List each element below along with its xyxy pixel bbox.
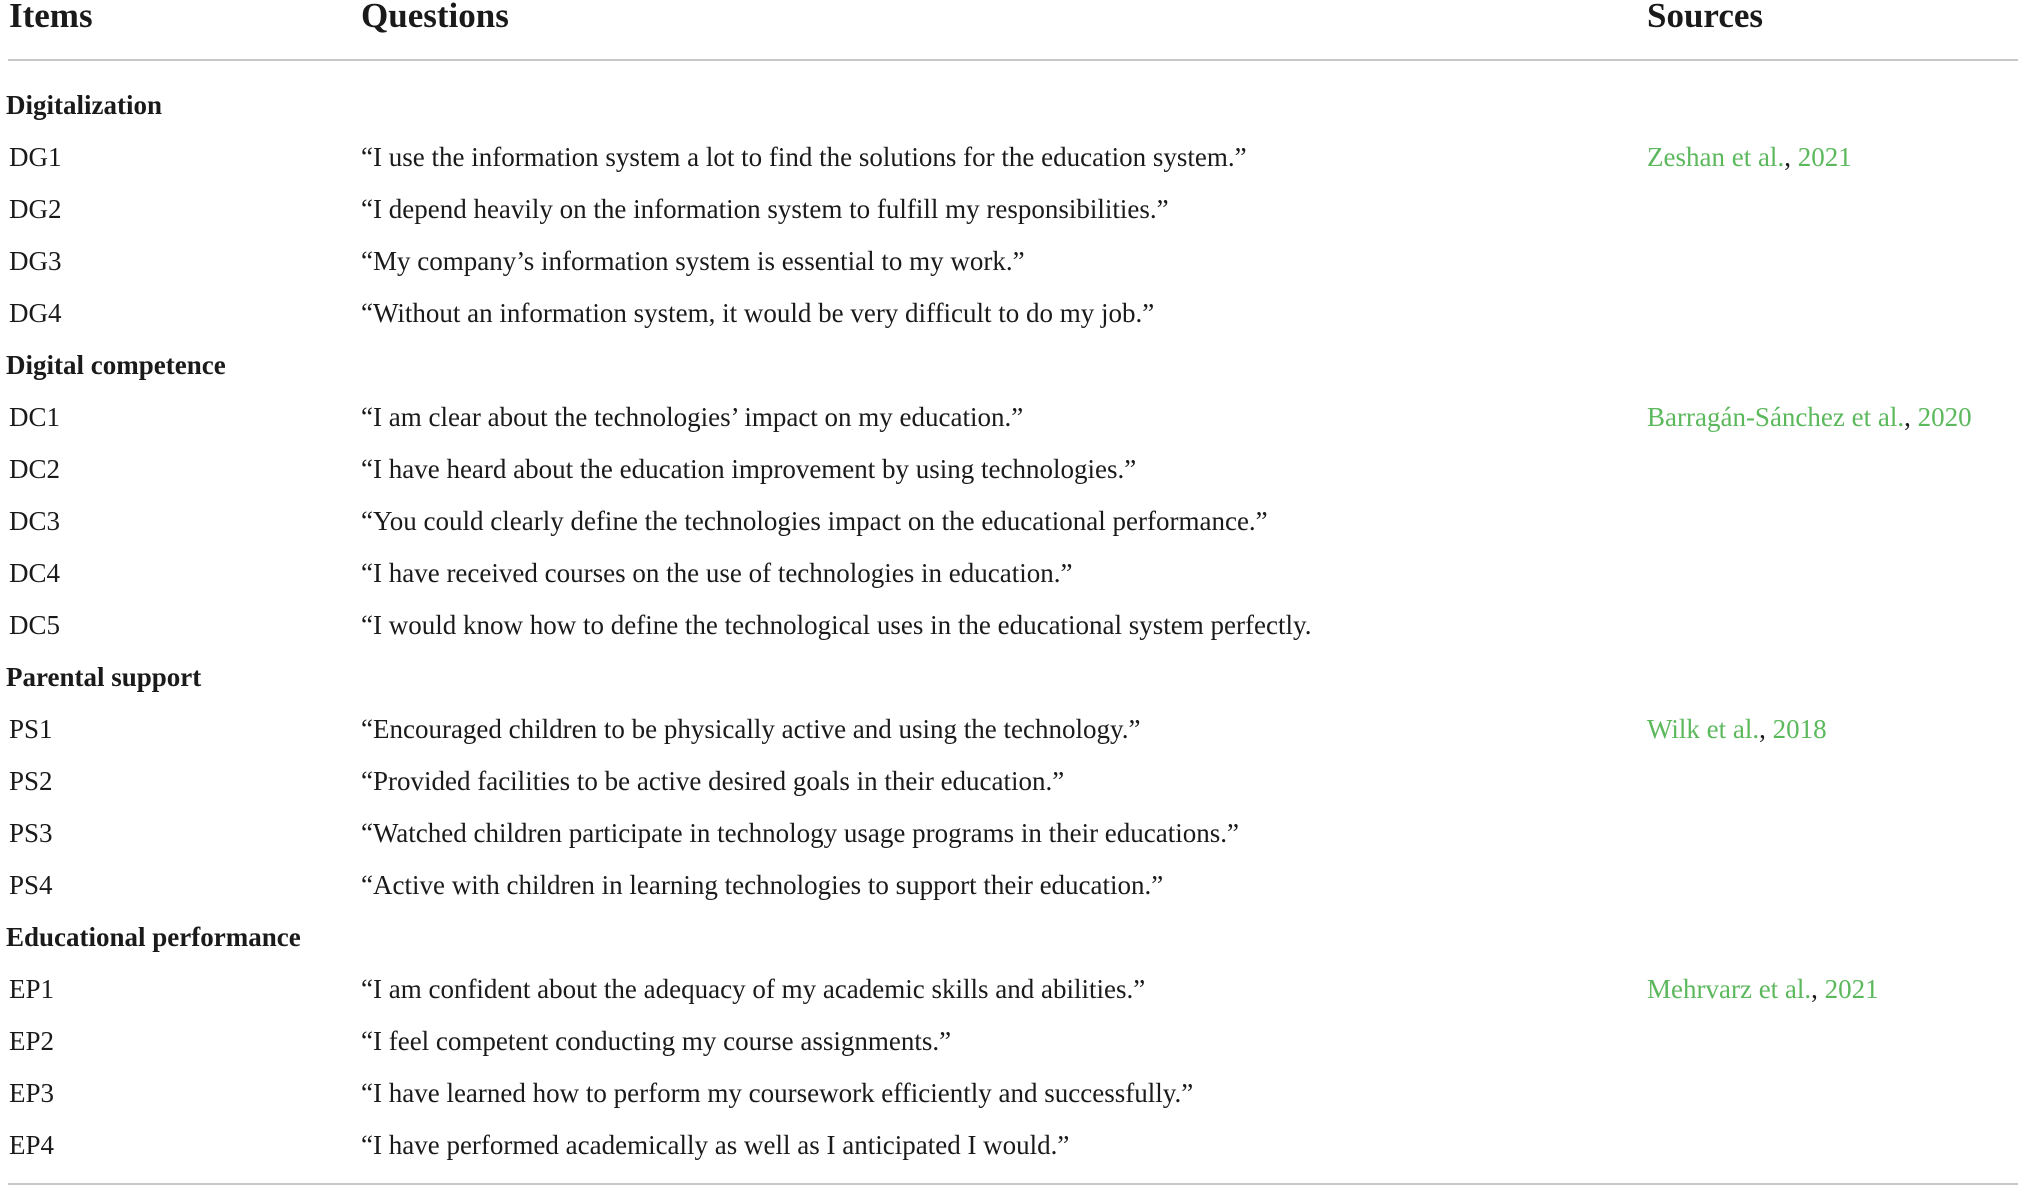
item-code: PS2 [9, 766, 53, 796]
table-row [0, 974, 2023, 1014]
table-row [0, 454, 2023, 494]
item-code: PS3 [9, 818, 53, 848]
table-row [0, 1026, 2023, 1066]
section-heading: Educational performance [6, 922, 301, 952]
table-row [0, 870, 2023, 910]
source-year-link[interactable]: 2020 [1917, 402, 1972, 432]
question-text: “Without an information system, it would be very difficult to do my job.” [361, 298, 1155, 328]
section-heading: Digitalization [6, 90, 162, 120]
table-bottom-divider [8, 1183, 2018, 1185]
item-code: DC1 [9, 402, 61, 432]
question-text: “I depend heavily on the information system to fulfill my responsibilities.” [361, 194, 1169, 224]
item-code: PS1 [9, 714, 53, 744]
table-row [0, 714, 2023, 754]
header-questions: Questions [361, 0, 509, 35]
question-text: “You could clearly define the technologies impact on the educational performance.” [361, 506, 1268, 536]
question-text: “I am confident about the adequacy of my academic skills and abilities.” [361, 974, 1146, 1004]
question-text: “Provided facilities to be active desired goals in their education.” [361, 766, 1065, 796]
question-text: “My company’s information system is essential to my work.” [361, 246, 1025, 276]
question-text: “I have heard about the education improvement by using technologies.” [361, 454, 1137, 484]
source-citation[interactable] [1647, 402, 1972, 433]
source-author-link[interactable]: Wilk et al. [1647, 714, 1760, 744]
table-row [0, 558, 2023, 598]
source-separator: , [1759, 714, 1766, 744]
item-code: PS4 [9, 870, 53, 900]
question-text: “I use the information system a lot to find the solutions for the education system.” [361, 142, 1247, 172]
source-year-link[interactable]: 2021 [1797, 142, 1852, 172]
question-text: “Watched children participate in technology usage programs in their educations.” [361, 818, 1240, 848]
item-code: EP2 [9, 1026, 55, 1056]
question-text: “I have performed academically as well as I anticipated I would.” [361, 1130, 1070, 1160]
item-code: EP3 [9, 1078, 55, 1108]
header-divider [8, 59, 2018, 61]
source-year-link[interactable]: 2021 [1824, 974, 1879, 1004]
table-row [0, 1130, 2023, 1170]
header-sources: Sources [1647, 0, 1764, 35]
table-row [0, 1078, 2023, 1118]
question-text: “I have received courses on the use of technologies in education.” [361, 558, 1073, 588]
item-code: DC2 [9, 454, 61, 484]
table-row [0, 194, 2023, 234]
table-row [0, 766, 2023, 806]
table-header [0, 0, 2023, 40]
item-code: DC3 [9, 506, 61, 536]
table-row [0, 298, 2023, 338]
item-code: DG1 [9, 142, 62, 172]
item-code: DC4 [9, 558, 61, 588]
source-separator: , [1904, 402, 1911, 432]
question-text: “I have learned how to perform my coursework efficiently and successfully.” [361, 1078, 1194, 1108]
header-items: Items [9, 0, 93, 35]
question-text: “I am clear about the technologies’ impact on my education.” [361, 402, 1024, 432]
table-row [0, 610, 2023, 650]
table-row [0, 818, 2023, 858]
item-code: DG2 [9, 194, 62, 224]
question-text: “Active with children in learning technologies to support their education.” [361, 870, 1164, 900]
source-author-link[interactable]: Zeshan et al. [1647, 142, 1785, 172]
question-text: “I would know how to define the technological uses in the educational system perfectly. [361, 610, 1312, 640]
source-author-link[interactable]: Barragán-Sánchez et al. [1647, 402, 1905, 432]
source-author-link[interactable]: Mehrvarz et al. [1647, 974, 1812, 1004]
section-heading: Parental support [6, 662, 202, 692]
question-text: “I feel competent conducting my course assignments.” [361, 1026, 952, 1056]
question-text: “Encouraged children to be physically active and using the technology.” [361, 714, 1141, 744]
item-code: EP1 [9, 974, 55, 1004]
item-code: EP4 [9, 1130, 55, 1160]
source-year-link[interactable]: 2018 [1772, 714, 1827, 744]
source-citation[interactable] [1647, 142, 1852, 173]
table-row [0, 506, 2023, 546]
source-citation[interactable] [1647, 714, 1827, 745]
item-code: DG3 [9, 246, 62, 276]
source-citation[interactable] [1647, 974, 1879, 1005]
table-row [0, 246, 2023, 286]
source-separator: , [1784, 142, 1791, 172]
table-row [0, 142, 2023, 182]
item-code: DC5 [9, 610, 61, 640]
section-heading: Digital competence [6, 350, 226, 380]
table-row [0, 402, 2023, 442]
item-code: DG4 [9, 298, 62, 328]
source-separator: , [1811, 974, 1818, 1004]
